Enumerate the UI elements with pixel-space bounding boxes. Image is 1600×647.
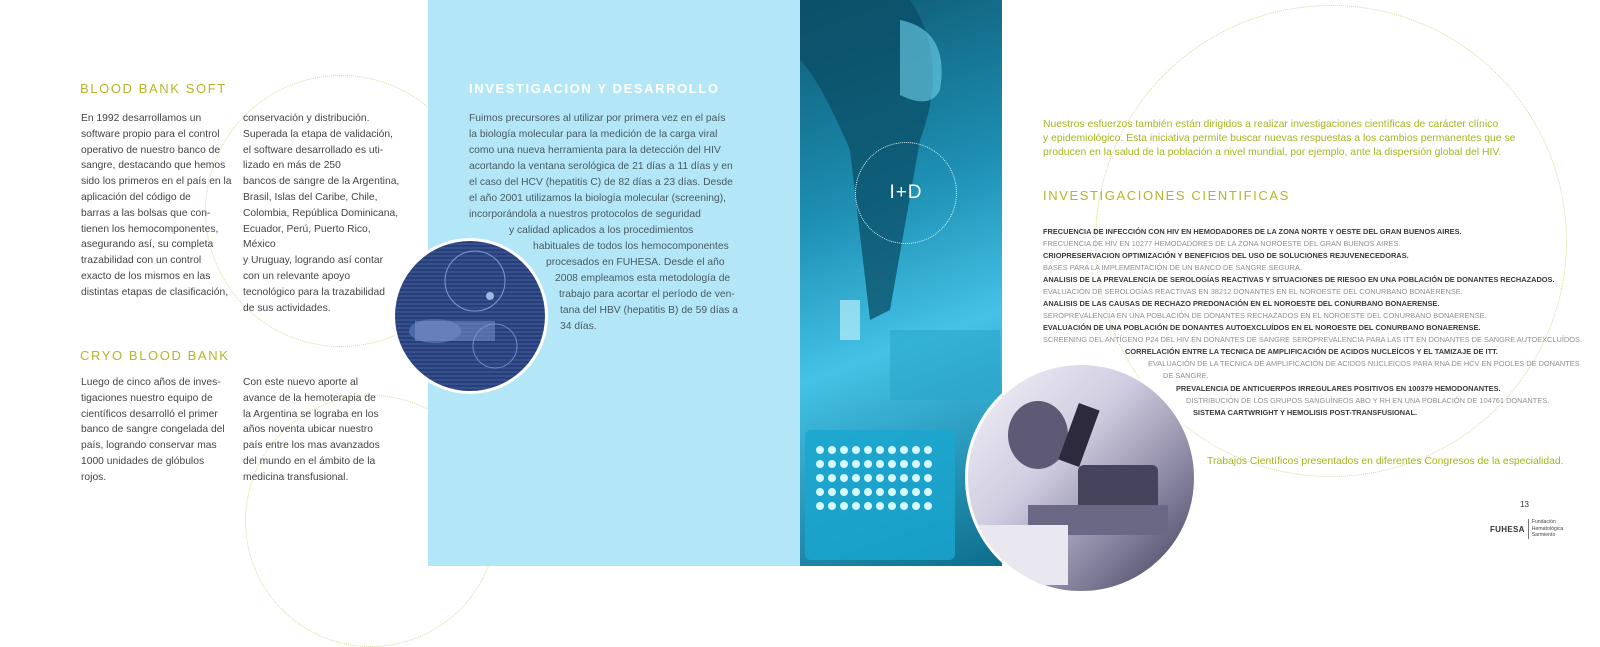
blood-bank-soft-col2: conservación y distribución. Superada la etapa de validación, el software desarrollado es uti- lizado en más de 250 bancos de sangre de la Argentina, Brasil, Islas del Caribe, Chile, Colombia, República Dominicana, Ecuador, Perú, Puerto Rico, México y Uruguay, logrando así contar con un relevante apoyo tecnológico para la trazabilidad de sus actividades. bbox=[243, 113, 400, 314]
id-badge bbox=[855, 142, 957, 244]
investigacion-line: Fuimos precursores al utilizar por primera vez en el país bbox=[469, 113, 726, 124]
logo-line: Fundación bbox=[1531, 519, 1556, 526]
list-item: FRECUENCIA DE HIV EN 10277 HEMODADORES DE LA ZONA NOROESTE DEL GRAN BUENOS AIRES. bbox=[1043, 239, 1401, 248]
cryo-blood-bank-heading: CRYO BLOOD BANK bbox=[80, 348, 230, 363]
slide-photo bbox=[392, 238, 548, 394]
investigacion-line: el caso del HCV (hepatitis C) de 82 días a 23 días. Desde bbox=[469, 177, 733, 188]
logo-divider bbox=[1528, 519, 1529, 539]
slide-cells-graphic bbox=[395, 241, 545, 391]
investigacion-line: trabajo para acortar el período de ven- bbox=[559, 289, 735, 300]
list-item: SEROPREVALENCIA EN UNA POBLACIÓN DE DONANTES RECHAZADOS EN EL NOROESTE DEL CONURBANO BONAERENSE. bbox=[1043, 311, 1487, 320]
investigacion-line: tana del HBV (hepatitis B) de 59 días a bbox=[560, 305, 739, 316]
footnote: Trabajos Científicos presentados en diferentes Congresos de la especialidad. bbox=[1207, 456, 1564, 467]
logo-line: Hematológica bbox=[1531, 525, 1564, 532]
investigacion-line: habituales de todos los hemocomponentes bbox=[533, 241, 729, 252]
logo-line: Sarmiento bbox=[1531, 532, 1556, 539]
investigacion-line: como una nueva herramienta para la detección del HIV bbox=[469, 145, 721, 156]
investigacion-line: el año 2001 utilizamos la biología molecular (screening), bbox=[469, 193, 726, 204]
list-item: CRIOPRESERVACION OPTIMIZACIÓN Y BENEFICIOS DEL USO DE SOLUCIONES REJUVENECEDORAS. bbox=[1043, 251, 1409, 260]
list-item: SCREENING DEL ANTÍGENO P24 DEL HIV EN DONANTES DE SANGRE SEROPREVALENCIA PARA LAS ITT EN DONANTES DE SANGRE AUTOEXCLUÍDOS. bbox=[1043, 335, 1582, 344]
investigacion-line: 34 días. bbox=[560, 321, 597, 332]
list-item: PREVALENCIA DE ANTICUERPOS IRREGULARES POSITIVOS EN 100379 HEMODONANTES. bbox=[1176, 384, 1501, 393]
investigacion-line: acortando la ventana serológica de 21 días a 11 días y en bbox=[469, 161, 733, 172]
list-item: EVALUACIÓN DE UNA POBLACIÓN DE DONANTES AUTOEXCLUÍDOS EN EL NOROESTE DEL CONURBANO BONAERENSE. bbox=[1043, 323, 1481, 332]
logo-name bbox=[1532, 519, 1564, 539]
list-item: FRECUENCIA DE INFECCIÓN CON HIV EN HEMODADORES DE LA ZONA NORTE Y OESTE DEL GRAN BUENOS AIRES. bbox=[1043, 227, 1462, 236]
list-item: BASES PARA LA IMPLEMENTACIÓN DE UN BANCO DE SANGRE SEGURA. bbox=[1043, 263, 1302, 272]
investigacion-line: y calidad aplicados a los procedimientos bbox=[509, 225, 694, 236]
investigaciones-heading: INVESTIGACIONES CIENTIFICAS bbox=[1043, 188, 1290, 203]
list-item: SISTEMA CARTWRIGHT Y HEMOLISIS POST-TRANSFUSIONAL. bbox=[1193, 408, 1418, 417]
id-badge-label: I+D bbox=[889, 182, 923, 203]
list-item: ANALISIS DE LAS CAUSAS DE RECHAZO PREDONACIÓN EN EL NOROESTE DEL CONURBANO BONAERENSE. bbox=[1043, 299, 1440, 308]
blood-bank-soft-col1: En 1992 desarrollamos un software propio para el control operativo de nuestro banco de sangre, destacando que hemos sido los primeros en el país en la aplicación del código de barras a las bolsas que con- tienen los hemocomponentes, asegurando así, su completa trazabilidad con un control exacto de los mismos en las distintas etapas de clasificación, bbox=[81, 113, 232, 298]
page-number: 13 bbox=[1520, 500, 1529, 509]
logo-brand: FUHESA bbox=[1490, 524, 1525, 534]
cryo-blood-bank-col2: Con este nuevo aporte al avance de la hemoterapia de la Argentina se lograba en los años noventa ubicar nuestro país entre los mas avanzados del mundo en el ámbito de la medicina transfusional. bbox=[243, 377, 380, 483]
list-item: CORRELACIÓN ENTRE LA TECNICA DE AMPLIFICACIÓN DE ACIDOS NUCLEÍCOS Y EL TAMIZAJE DE ITT. bbox=[1125, 347, 1498, 356]
investigacion-line: 2008 empleamos esta metodología de bbox=[555, 273, 731, 284]
investigacion-line: procesados en FUHESA. Desde el año bbox=[546, 257, 725, 268]
list-item: ANALISIS DE LA PREVALENCIA DE SEROLOGÍAS REACTIVAS Y SITUACIONES DE RIESGO EN UNA POBLACIÓN DE DONANTES RECHAZADOS. bbox=[1043, 275, 1555, 284]
blood-bank-soft-heading: BLOOD BANK SOFT bbox=[80, 81, 227, 96]
cryo-blood-bank-col1: Luego de cinco años de inves- tigaciones nuestro equipo de científicos desarrolló el primer banco de sangre congelada del país, logrando conservar mas 1000 unidades de glóbulos rojos. bbox=[81, 377, 225, 483]
list-item: DE SANGRE. bbox=[1163, 371, 1209, 380]
microscope-photo bbox=[965, 362, 1197, 594]
list-item: DISTRIBUCIÓN DE LOS GRUPOS SANGUÍNEOS ABO Y RH EN UNA POBLACIÓN DE 104761 DONANTES. bbox=[1186, 396, 1550, 405]
investigacion-line: la biología molecular para la medición de la carga viral bbox=[469, 129, 718, 140]
microscope-graphic bbox=[968, 365, 1194, 591]
intro-paragraph: Nuestros esfuerzos también están dirigidos a realizar investigaciones científicas de carácter clínico y epidemiológico. Esta iniciativa permite buscar nuevas respuestas a los cambios permanentes que se producen en la salud de la población a nivel mundial, por ejemplo, ante la dispersión global del HIV. bbox=[1043, 119, 1516, 158]
fuhesa-logo bbox=[1490, 519, 1563, 539]
investigacion-heading: INVESTIGACION Y DESARROLLO bbox=[469, 81, 720, 96]
list-item: EVALUACIÓN DE LA TECNICA DE AMPLIFICACIÓN DE ACIDOS NUCLEICOS PARA RNA DE HCV EN POOLES DE DONANTES bbox=[1148, 359, 1580, 368]
investigacion-line: incorporándola a nuestros protocolos de seguridad bbox=[469, 209, 701, 220]
list-item: EVALUACIÓN DE SEROLOGÍAS REACTIVAS EN 38212 DONANTES EN EL NOROESTE DEL CONURBANO BONAERENSE. bbox=[1043, 287, 1463, 296]
